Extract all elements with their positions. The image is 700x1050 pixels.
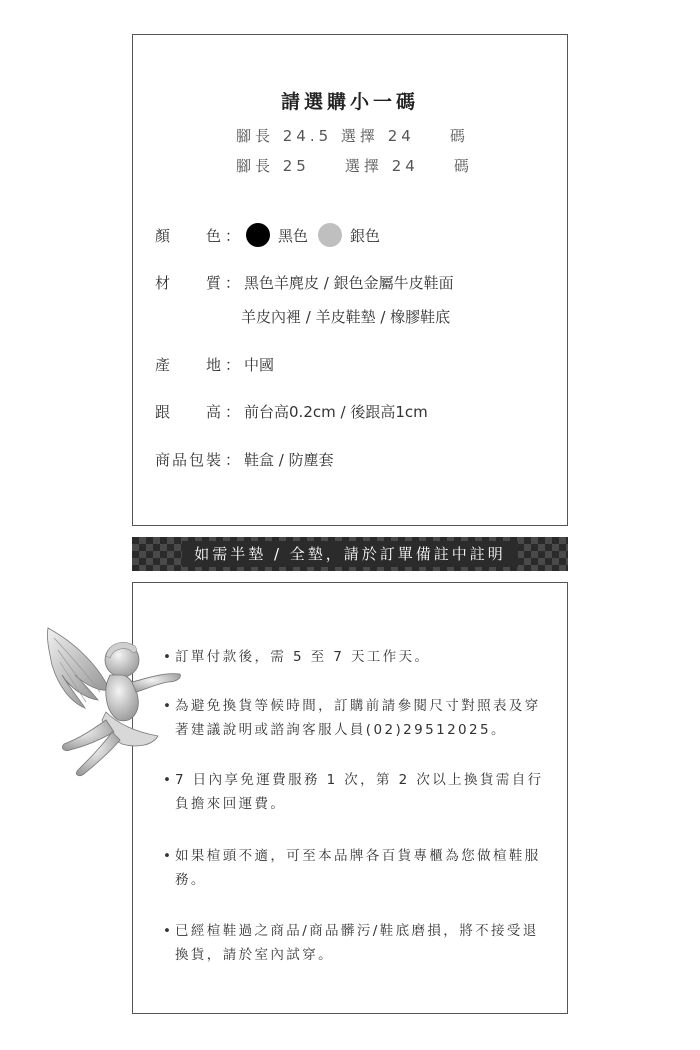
bullet-icon: • [163, 649, 174, 665]
size-advice-title: 請選購小一碼 [280, 91, 419, 113]
insole-notice-text: 如需半墊 / 全墊，請於訂單備註中註明 [182, 541, 518, 567]
bullet-icon: • [163, 923, 174, 939]
notice-item [163, 919, 553, 967]
spec-colon: ： [225, 403, 241, 421]
bullet-icon: • [163, 698, 174, 714]
spec-colon: ： [225, 226, 241, 245]
angel-statue-icon [40, 620, 190, 790]
notice-item [163, 694, 553, 742]
spec-label-material: 材 質 [155, 274, 221, 292]
bullet-icon: • [163, 848, 174, 864]
color-option-black: 黑色 [278, 226, 309, 245]
spec-row-heel-height [155, 401, 428, 422]
notice-text: 為避免換貨等候時間，訂購前請參閱尺寸對照表及穿著建議說明或諮詢客服人員(02)29512025。 [175, 698, 541, 738]
spec-value-package: 鞋盒 / 防塵套 [244, 451, 334, 469]
notice-item [163, 645, 553, 669]
spec-row-origin [155, 354, 274, 375]
spec-row-material [155, 272, 454, 293]
spec-value-material-line1: 黑色羊麂皮 / 銀色金屬牛皮鞋面 [244, 274, 454, 292]
notice-item [163, 844, 553, 892]
spec-value-heel-height: 前台高0.2cm / 後跟高1cm [244, 403, 428, 421]
spec-label-package: 商品包裝 [155, 451, 221, 469]
spec-colon: ： [225, 356, 241, 374]
insole-notice-banner [132, 537, 568, 571]
spec-label-heel-height: 跟 高 [155, 403, 221, 421]
notice-text: 訂單付款後，需 5 至 7 天工作天。 [175, 649, 431, 665]
size-advice-line: 腳長 25 選擇 24 碼 [236, 157, 473, 175]
bullet-icon: • [163, 772, 174, 788]
product-spec-panel [132, 34, 568, 526]
spec-row-color [155, 223, 380, 247]
color-swatch-black[interactable] [246, 223, 270, 247]
spec-row-package [155, 449, 334, 470]
spec-label-origin: 產 地 [155, 356, 221, 374]
spec-value-origin: 中國 [244, 356, 275, 374]
size-advice-line: 腳長 24.5 選擇 24 碼 [236, 127, 469, 145]
spec-label-color: 顏 色 [155, 226, 221, 245]
color-swatch-silver[interactable] [318, 223, 342, 247]
notice-item [163, 768, 553, 816]
notice-text: 7 日內享免運費服務 1 次，第 2 次以上換貨需自行負擔來回運費。 [175, 772, 544, 812]
spec-value-material-line2: 羊皮內裡 / 羊皮鞋墊 / 橡膠鞋底 [241, 308, 451, 326]
spec-colon: ： [225, 451, 241, 469]
notice-text: 如果楦頭不適，可至本品牌各百貨專櫃為您做楦鞋服務。 [175, 848, 541, 888]
color-option-silver: 銀色 [350, 226, 381, 245]
spec-row-material-cont [241, 306, 450, 327]
notice-text: 已經楦鞋過之商品/商品髒污/鞋底磨損，將不接受退換貨，請於室內試穿。 [175, 923, 539, 963]
purchase-notice-panel [132, 582, 568, 1014]
spec-colon: ： [225, 274, 241, 292]
